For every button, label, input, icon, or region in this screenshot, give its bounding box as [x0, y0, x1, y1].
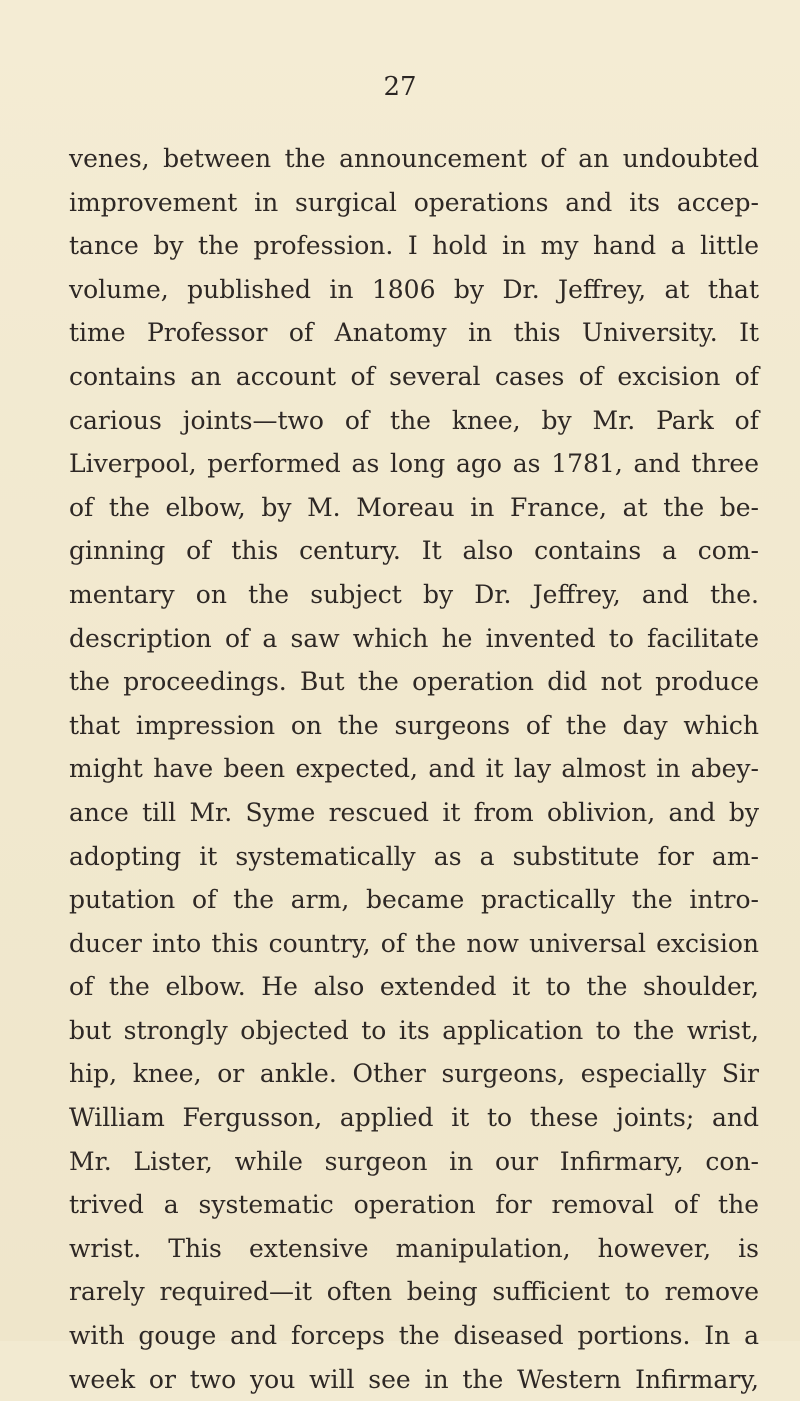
text-line: ginning of this century. It also contains a com- — [69, 536, 759, 566]
text-line: trived a systematic operation for removal of the — [69, 1190, 759, 1220]
text-line: Liverpool, performed as long ago as 1781, and three — [69, 449, 759, 479]
text-line: improvement in surgical operations and its accep- — [69, 187, 759, 217]
text-line: but strongly objected to its application to the wrist, — [69, 1015, 759, 1045]
text-line: ducer into this country, of the now universal excision — [69, 928, 759, 958]
text-line: mentary on the subject by Dr. Jeffrey, and the. — [69, 579, 759, 609]
text-line: volume, published in 1806 by Dr. Jeffrey, at that — [69, 274, 759, 304]
text-line: of the elbow, by M. Moreau in France, at the be- — [69, 492, 759, 522]
text-line: time Professor of Anatomy in this University. It — [69, 318, 759, 348]
text-line: the proceedings. But the operation did not produce — [69, 667, 759, 697]
text-line: description of a saw which he invented to facilitate — [69, 623, 759, 653]
text-line: contains an account of several cases of excision of — [69, 361, 759, 391]
text-line: with gouge and forceps the diseased portions. In a — [69, 1321, 759, 1351]
text-line: tance by the profession. I hold in my hand a little — [69, 231, 759, 261]
text-line: ance till Mr. Syme rescued it from oblivion, and by — [69, 797, 759, 827]
text-line: hip, knee, or ankle. Other surgeons, especially Sir — [69, 1059, 759, 1089]
text-line: adopting it systematically as a substitute for am- — [69, 841, 759, 871]
text-line: might have been expected, and it lay almost in abey- — [69, 754, 759, 784]
text-line: of the elbow. He also extended it to the shoulder, — [69, 972, 759, 1002]
text-line: carious joints—two of the knee, by Mr. Park of — [69, 405, 759, 435]
text-line: that impression on the surgeons of the day which — [69, 710, 759, 740]
text-line: Mr. Lister, while surgeon in our Infirmary, con- — [69, 1146, 759, 1176]
page-number: 27 — [383, 72, 417, 102]
text-line: William Fergusson, applied it to these joints; and — [69, 1103, 759, 1133]
text-line: week or two you will see in the Western Infirmary, — [69, 1364, 759, 1394]
text-line: putation of the arm, became practically the intro- — [69, 885, 759, 915]
text-line: wrist. This extensive manipulation, however, is — [69, 1233, 759, 1263]
text-line: rarely required—it often being sufficient to remove — [69, 1277, 759, 1307]
body-text — [69, 137, 759, 1401]
text-line: venes, between the announcement of an undoubted — [69, 144, 759, 173]
